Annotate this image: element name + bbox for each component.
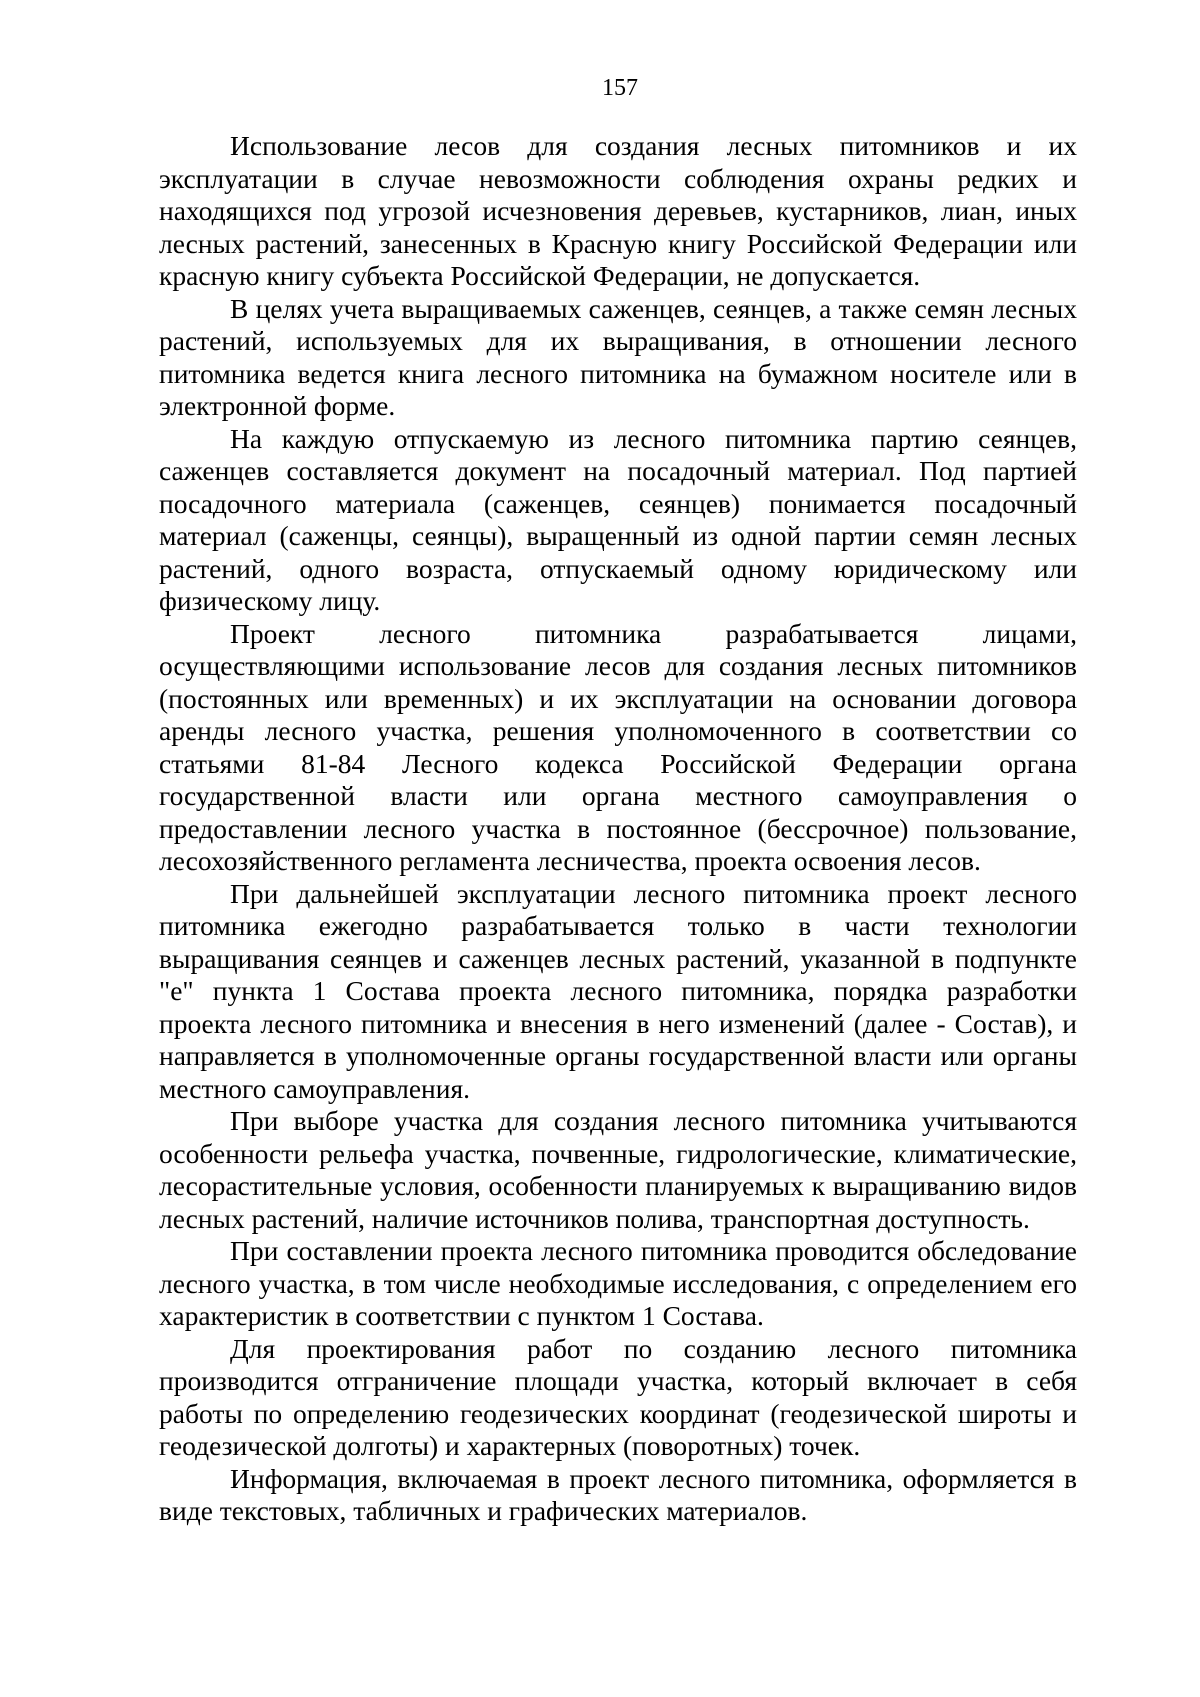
paragraph: Проект лесного питомника разрабатывается лицами, осуществляющими использование лесов для создания лесных питомников (постоянных или временных) и их эксплуатации на основании договора аренды лесного участка, решения уполномоченного в соответствии со статьями 81-84 Лесного кодекса Российской Федерации органа государственной власти или органа местного самоуправления о предоставлении лесного участка в постоянное (бессрочное) пользование, лесохозяйственного регламента лесничества, проекта освоения лесов. (159, 617, 1077, 876)
paragraph: Использование лесов для создания лесных питомников и их эксплуатации в случае невозможности соблюдения охраны редких и находящихся под угрозой исчезновения деревьев, кустарников, лиан, иных лесных растений, занесенных в Красную книгу Российской Федерации или красную книгу субъекта Российской Федерации, не допускается. (159, 130, 1077, 291)
document-body (159, 130, 1077, 1528)
paragraph: При дальнейшей эксплуатации лесного питомника проект лесного питомника ежегодно разрабатывается только в части технологии выращивания сеянцев и саженцев лесных растений, указанной в подпункте "е" пункта 1 Состава проекта лесного питомника, порядка разработки проекта лесного питомника и внесения в него изменений (далее - Состав), и направляется в уполномоченные органы государственной власти или органы местного самоуправления. (159, 877, 1077, 1104)
page-number: 157 (602, 75, 638, 101)
paragraph: В целях учета выращиваемых саженцев, сеянцев, а также семян лесных растений, используемых для их выращивания, в отношении лесного питомника ведется книга лесного питомника на бумажном носителе или в электронной форме. (159, 292, 1077, 421)
paragraph: На каждую отпускаемую из лесного питомника партию сеянцев, саженцев составляется документ на посадочный материал. Под партией посадочного материала (саженцев, сеянцев) понимается посадочный материал (саженцы, сеянцы), выращенный из одной партии семян лесных растений, одного возраста, отпускаемый одному юридическому или физическому лицу. (159, 422, 1077, 616)
paragraph: Для проектирования работ по созданию лесного питомника производится отграничение площади участка, который включает в себя работы по определению геодезических координат (геодезической широты и геодезической долготы) и характерных (поворотных) точек. (159, 1332, 1077, 1461)
paragraph: Информация, включаемая в проект лесного питомника, оформляется в виде текстовых, табличных и графических материалов. (159, 1462, 1077, 1526)
paragraph: При составлении проекта лесного питомника проводится обследование лесного участка, в том числе необходимые исследования, с определением его характеристик в соответствии с пунктом 1 Состава. (159, 1235, 1077, 1331)
paragraph: При выборе участка для создания лесного питомника учитываются особенности рельефа участка, почвенные, гидрологические, климатические, лесорастительные условия, особенности планируемых к выращиванию видов лесных растений, наличие источников полива, транспортная доступность. (159, 1105, 1077, 1234)
